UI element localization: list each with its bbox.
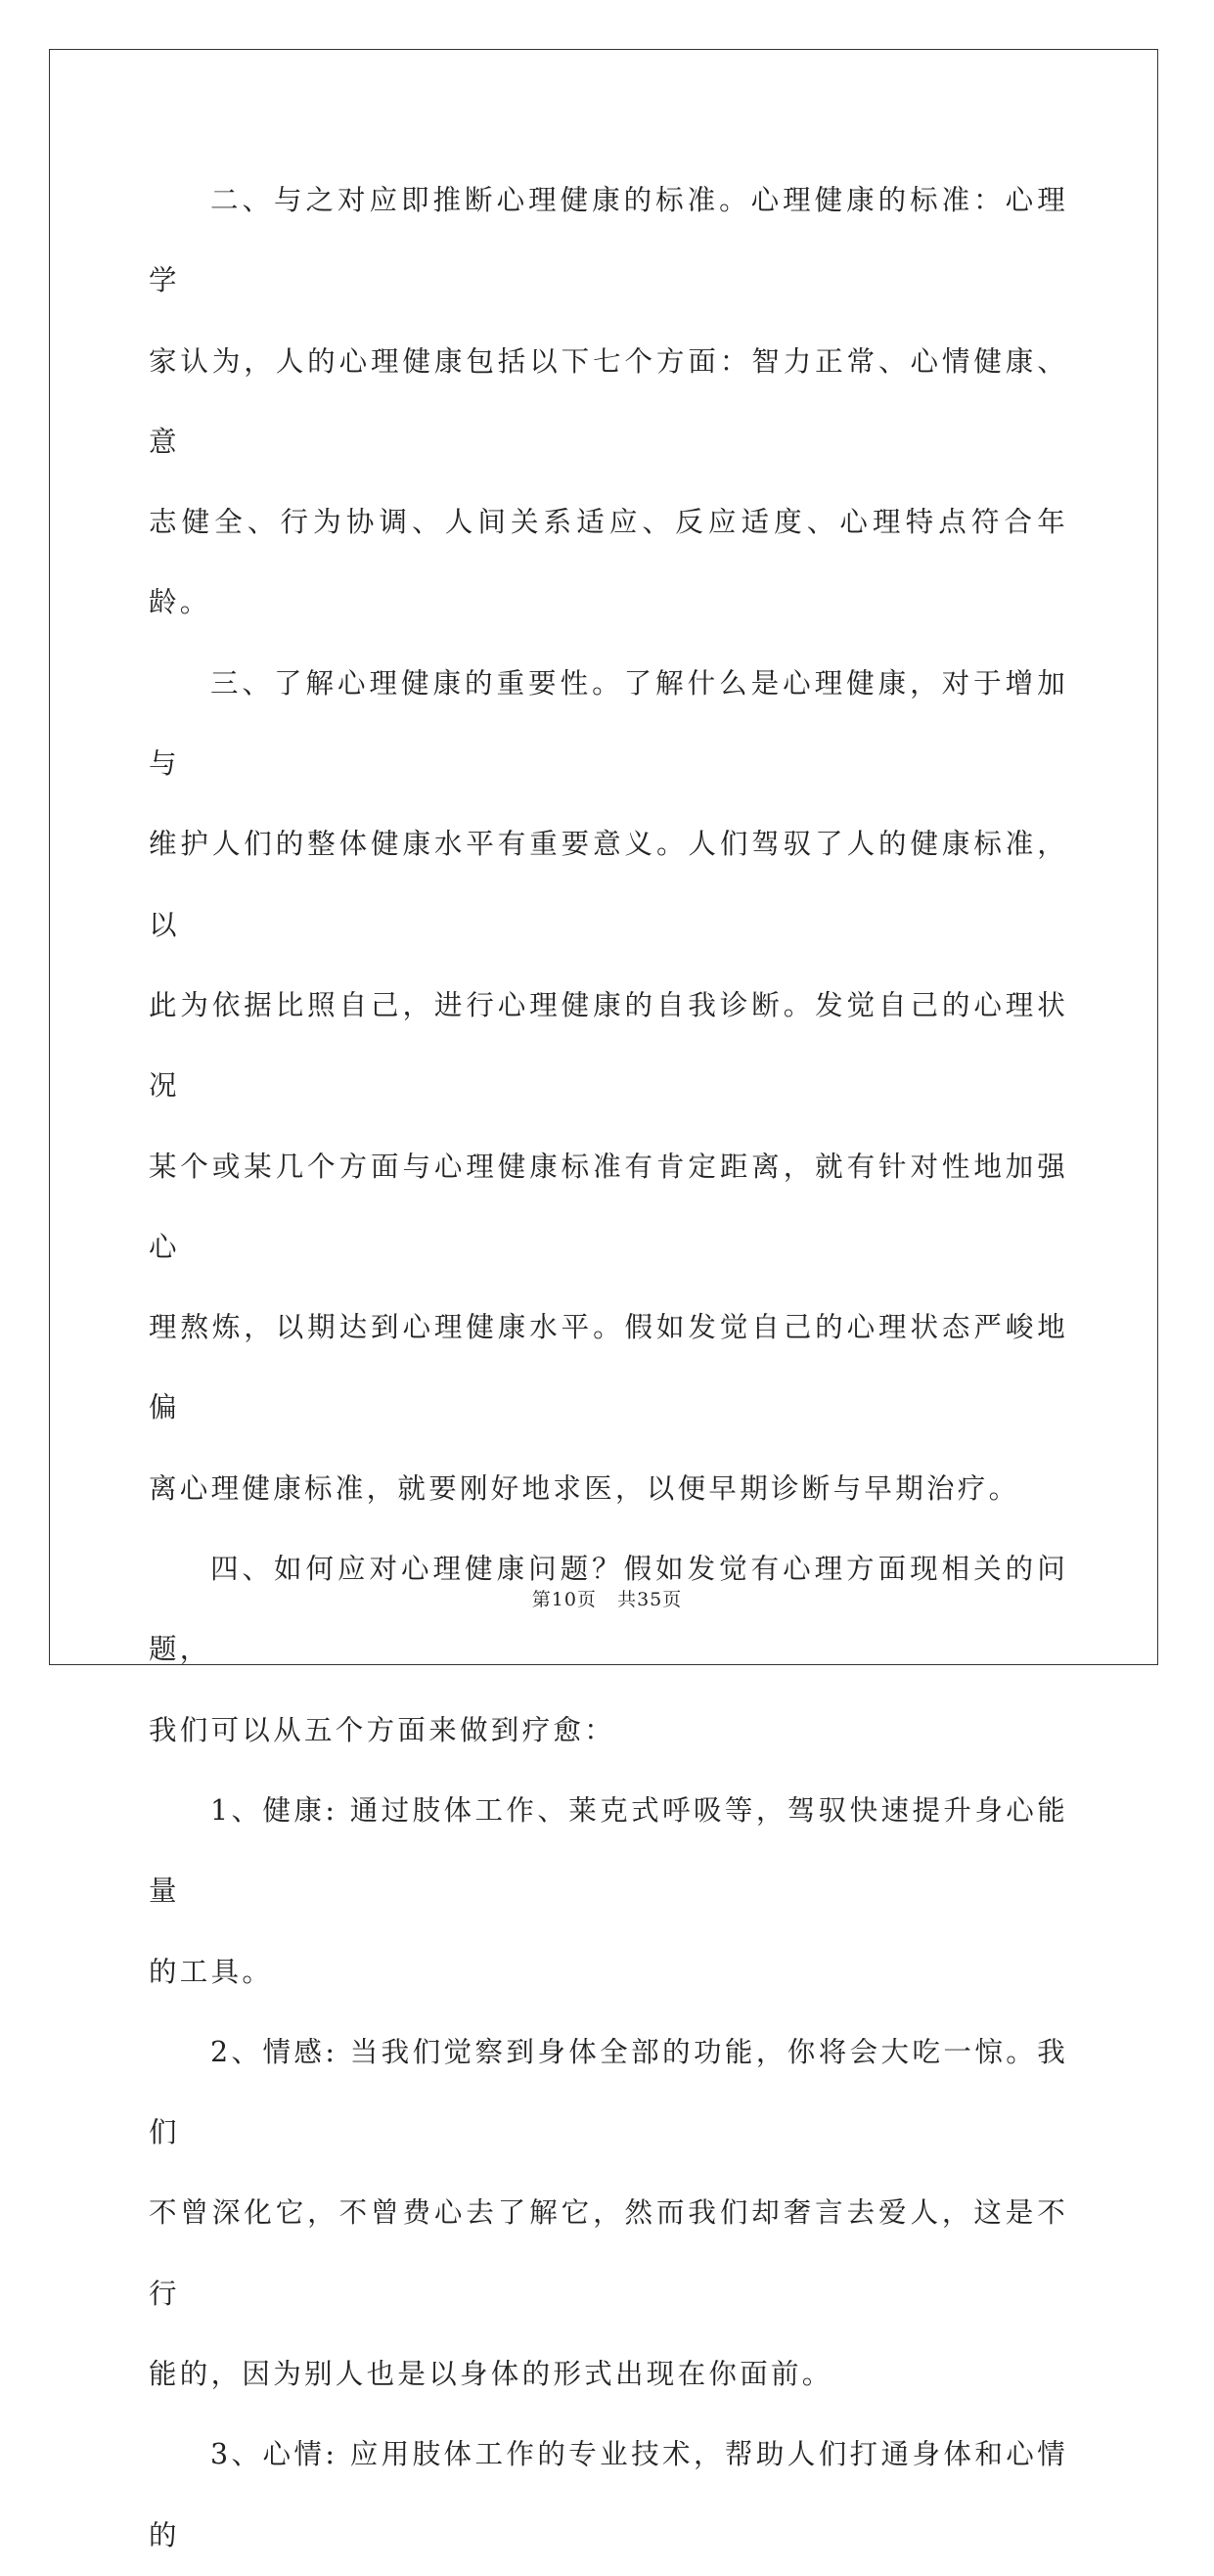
text-line: 四、如何应对心理健康问题？假如发觉有心理方面现相关的问题，	[149, 1553, 1068, 1666]
page-number: 第10页	[531, 1589, 597, 1610]
text-line: 2、情感: 当我们觉察到身体全部的功能，你将会大吃一惊。我们	[149, 2035, 1068, 2149]
text-line: 1、健康: 通过肢体工作、莱克式呼吸等，驾驭快速提升身心能量	[149, 1793, 1068, 1908]
text-line: 理熬炼，以期达到心理健康水平。假如发觉自己的心理状态严峻地偏	[149, 1311, 1068, 1424]
text-line: 离心理健康标准，就要刚好地求医，以便早期诊断与早期治疗。	[149, 1471, 1020, 1505]
text-line: 某个或某几个方面与心理健康标准有肯定距离，就有针对性地加强心	[149, 1150, 1068, 1263]
text-line: 三、了解心理健康的重要性。了解什么是心理健康，对于增加与	[149, 666, 1068, 781]
text-line: 二、与之对应即推断心理健康的标准。心理健康的标准：心理学	[149, 184, 1068, 297]
text-line: 能的，因为别人也是以身体的形式出现在你面前。	[149, 2358, 833, 2391]
page-total: 共35页	[617, 1589, 683, 1610]
text-line: 的工具。	[149, 1955, 274, 1988]
text-line: 此为依据比照自己，进行心理健康的自我诊断。发觉自己的心理状况	[149, 988, 1068, 1103]
text-line: 志健全、行为协调、人间关系适应、反应适度、心理特点符合年龄。	[149, 506, 1068, 619]
text-line: 不曾深化它，不曾费心去了解它，然而我们却奢言去爱人，这是不行	[149, 2196, 1068, 2310]
text-line: 维护人们的整体健康水平有重要意义。人们驾驭了人的健康标准，以	[149, 828, 1068, 941]
page-footer	[0, 1585, 1214, 1611]
text-line: 3、心情: 应用肢体工作的专业技术，帮助人们打通身体和心情的	[149, 2438, 1068, 2552]
document-body	[149, 160, 1068, 2576]
text-line: 家认为，人的心理健康包括以下七个方面：智力正常、心情健康、意	[149, 344, 1068, 458]
text-line: 我们可以从五个方面来做到疗愈：	[149, 1713, 616, 1746]
